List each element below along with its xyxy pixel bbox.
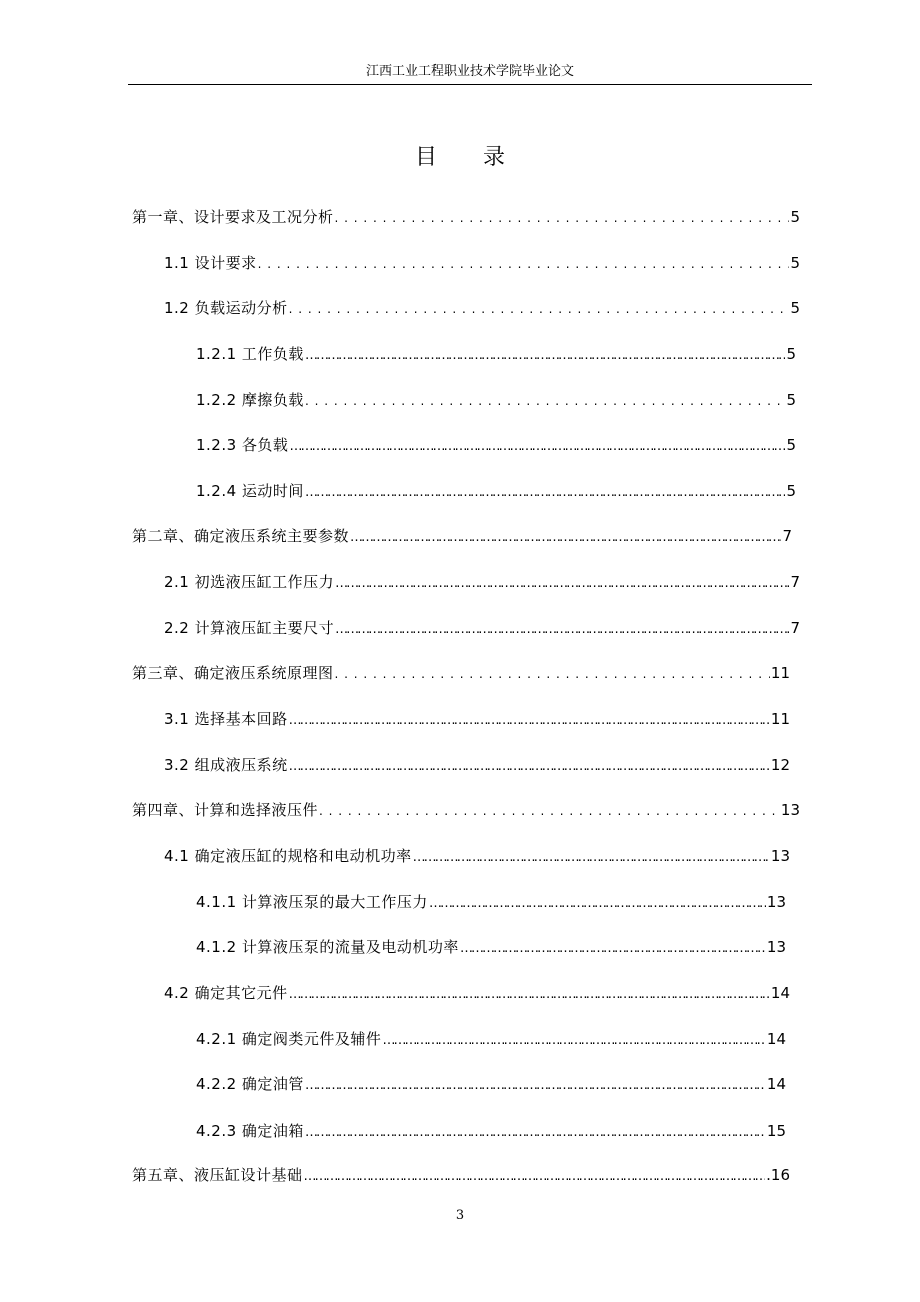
toc-entry-chapter-5[interactable] [132,1164,790,1186]
toc-entry-label: 4.1 确定液压缸的规格和电动机功率 [164,847,412,865]
toc-leader [289,708,770,732]
toc-entry-1-2-4[interactable] [196,480,796,502]
toc-entry-label: 1.2.3 各负载 [196,436,289,454]
toc-page-number: 5 [786,482,796,500]
toc-entry-label: 4.2.2 确定油管 [196,1075,304,1093]
toc-leader [413,845,770,869]
toc-leader [335,617,789,641]
toc-leader [460,936,766,960]
toc-page-number: .16 [766,1166,790,1184]
toc-page-number: 5 [790,299,800,317]
toc-entry-label: 1.2 负载运动分析 [164,299,288,317]
toc-entry-label: 4.2 确定其它元件 [164,984,288,1002]
toc-leader [429,891,766,915]
toc-leader [305,343,786,367]
toc-entry-label: 1.2.4 运动时间 [196,482,304,500]
toc-leader [335,206,790,229]
toc-entry-4-1[interactable] [164,845,790,867]
toc-page-number: 14 [766,1075,786,1093]
toc-entry-label: 第五章、液压缸设计基础 [132,1166,303,1184]
toc-page-number: 5 [786,436,796,454]
toc-entry-4-2[interactable] [164,982,790,1004]
toc-leader [289,982,770,1006]
toc-page-number: 5 [786,391,796,409]
toc-entry-label: 第三章、确定液压系统原理图 [132,664,334,682]
toc-entry-label: 2.2 计算液压缸主要尺寸 [164,619,335,637]
toc-entry-chapter-1[interactable] [132,206,800,228]
toc-entry-label: 第二章、确定液压系统主要参数 [132,527,350,545]
toc-entry-1-2-3[interactable] [196,434,796,456]
toc-entry-4-2-1[interactable] [196,1028,786,1050]
toc-leader [305,480,786,504]
toc-page-number: 13 [766,893,786,911]
toc-page-number: 11 [770,710,790,728]
toc-leader [319,799,780,822]
toc-entry-1-2[interactable] [164,297,800,319]
toc-entry-label: 3.1 选择基本回路 [164,710,288,728]
toc-leader [258,252,790,275]
toc-leader [335,662,770,685]
toc-page-number: 7 [790,619,800,637]
toc-title-right: 录 [483,145,506,170]
toc-page-number: 5 [790,254,800,272]
toc-page-number: 5 [790,208,800,226]
toc-entry-label: 4.1.1 计算液压泵的最大工作压力 [196,893,428,911]
toc-entry-4-1-1[interactable] [196,891,786,913]
toc-title [0,140,920,171]
toc-leader [304,1164,766,1188]
toc-title-left: 目 [414,145,437,170]
page-number-footer: 3 [455,1208,465,1223]
toc-entry-chapter-3[interactable] [132,662,790,684]
toc-entry-2-1[interactable] [164,571,800,593]
toc-entry-label: 第一章、设计要求及工况分析 [132,208,334,226]
toc-entry-1-1[interactable] [164,252,800,274]
toc-entry-label: 2.1 初选液压缸工作压力 [164,573,335,591]
toc-entry-label: 1.2.2 摩擦负载 [196,391,304,409]
toc-leader [350,525,781,549]
toc-leader [305,1120,766,1144]
toc-entry-label: 4.2.3 确定油箱 [196,1122,304,1140]
toc-entry-4-1-2[interactable] [196,936,786,958]
toc-leader [305,389,786,412]
toc-page-number: 14 [766,1030,786,1048]
toc-leader [289,754,770,778]
toc-page-number: 12 [770,756,790,774]
toc-leader [289,297,790,320]
toc-entry-3-1[interactable] [164,708,790,730]
toc-page-number: 13 [766,938,786,956]
toc-page-number: 11 [770,664,790,682]
toc-page-number: 7 [790,573,800,591]
toc-page-number: 7 [782,527,792,545]
page-header: 江西工业工程职业技术学院毕业论文 [128,62,812,85]
toc-entry-label: 1.2.1 工作负载 [196,345,304,363]
toc-page-number: 13 [780,801,800,819]
toc-entry-3-2[interactable] [164,754,790,776]
toc-entry-1-2-2[interactable] [196,389,796,411]
toc-entry-label: 第四章、计算和选择液压件 [132,801,319,819]
toc-entry-2-2[interactable] [164,617,800,639]
toc-entry-chapter-2[interactable] [132,525,792,547]
toc-leader [335,571,789,595]
toc-page-number: 15 [766,1122,786,1140]
toc-entry-4-2-2[interactable] [196,1073,786,1095]
toc-entry-label: 4.2.1 确定阀类元件及辅件 [196,1030,382,1048]
toc-page-number: 13 [770,847,790,865]
toc-page-number: 5 [786,345,796,363]
toc-entry-1-2-1[interactable] [196,343,796,365]
toc-entry-label: 4.1.2 计算液压泵的流量及电动机功率 [196,938,459,956]
toc-leader [382,1028,765,1052]
toc-entry-4-2-3[interactable] [196,1120,786,1142]
toc-page-number: 14 [770,984,790,1002]
toc-leader [305,1073,766,1097]
toc-entry-chapter-4[interactable] [132,799,800,821]
toc-leader [289,434,785,458]
toc-entry-label: 3.2 组成液压系统 [164,756,288,774]
toc-entry-label: 1.1 设计要求 [164,254,257,272]
